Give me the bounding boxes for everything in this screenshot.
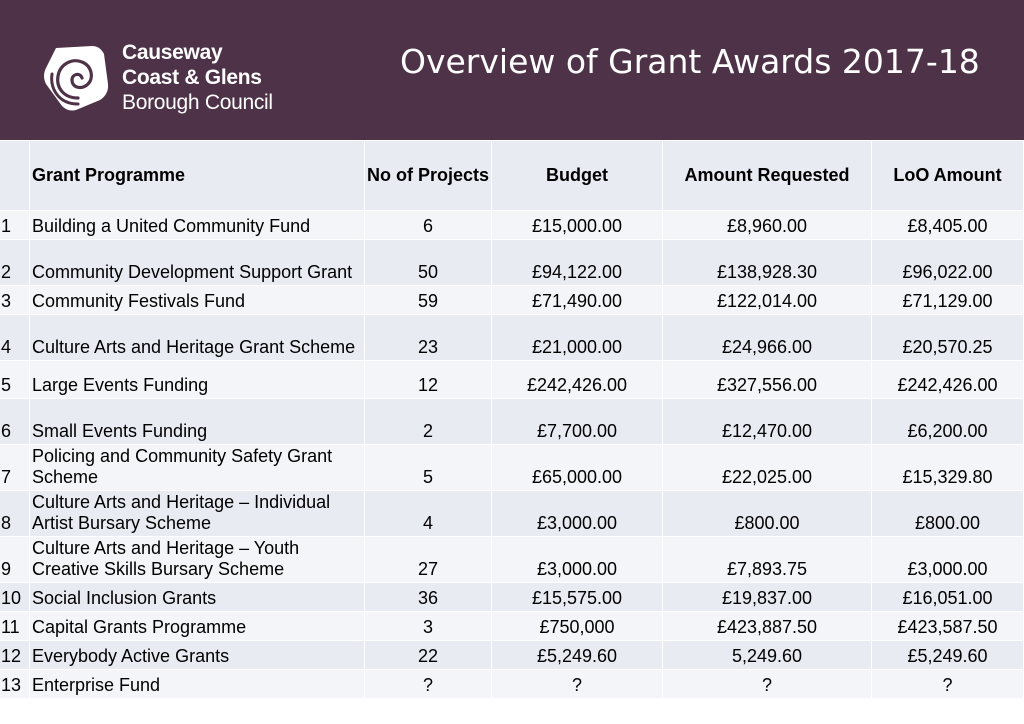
logo-text-line1: Causeway	[122, 41, 223, 64]
logo-text-line3: Borough Council	[122, 91, 273, 114]
row-projects: 5	[365, 445, 492, 491]
row-projects: 12	[365, 361, 492, 399]
header-banner	[0, 0, 1024, 140]
table-row	[0, 491, 1024, 537]
row-requested: £22,025.00	[663, 445, 872, 491]
row-programme: Enterprise Fund	[30, 670, 365, 699]
row-budget: £15,575.00	[492, 583, 663, 612]
row-loo: £16,051.00	[872, 583, 1024, 612]
row-projects: 59	[365, 286, 492, 315]
table-row	[0, 315, 1024, 361]
row-loo: £3,000.00	[872, 537, 1024, 583]
row-index: 6	[0, 399, 30, 445]
row-requested: ?	[663, 670, 872, 699]
table-row	[0, 537, 1024, 583]
table-row	[0, 399, 1024, 445]
column-header-requested: Amount Requested	[663, 141, 872, 211]
row-programme: Culture Arts and Heritage Grant Scheme	[30, 315, 365, 361]
row-programme: Social Inclusion Grants	[30, 583, 365, 612]
row-requested: £138,928.30	[663, 240, 872, 286]
row-projects: 36	[365, 583, 492, 612]
page-title: Overview of Grant Awards 2017-18	[400, 42, 980, 81]
row-index: 12	[0, 641, 30, 670]
row-projects: 50	[365, 240, 492, 286]
row-budget: £242,426.00	[492, 361, 663, 399]
row-requested: £12,470.00	[663, 399, 872, 445]
table-row	[0, 211, 1024, 240]
row-loo: £96,022.00	[872, 240, 1024, 286]
row-index: 3	[0, 286, 30, 315]
row-index: 10	[0, 583, 30, 612]
table-header-row	[0, 141, 1024, 211]
table-row	[0, 583, 1024, 612]
row-index: 5	[0, 361, 30, 399]
column-header-programme: Grant Programme	[30, 141, 365, 211]
row-budget: £7,700.00	[492, 399, 663, 445]
row-programme: Everybody Active Grants	[30, 641, 365, 670]
row-loo: £15,329.80	[872, 445, 1024, 491]
row-projects: 23	[365, 315, 492, 361]
row-budget: £65,000.00	[492, 445, 663, 491]
row-requested: £24,966.00	[663, 315, 872, 361]
row-programme: Culture Arts and Heritage – Youth Creative Skills Bursary Scheme	[30, 537, 365, 583]
row-requested: £19,837.00	[663, 583, 872, 612]
row-programme: Community Festivals Fund	[30, 286, 365, 315]
row-projects: 2	[365, 399, 492, 445]
row-index: 9	[0, 537, 30, 583]
row-projects: 3	[365, 612, 492, 641]
row-loo: £6,200.00	[872, 399, 1024, 445]
row-budget: £94,122.00	[492, 240, 663, 286]
row-projects: 27	[365, 537, 492, 583]
row-index: 2	[0, 240, 30, 286]
row-requested: £122,014.00	[663, 286, 872, 315]
row-requested: 5,249.60	[663, 641, 872, 670]
row-loo: ?	[872, 670, 1024, 699]
grant-awards-table	[0, 141, 1024, 699]
column-header-budget: Budget	[492, 141, 663, 211]
row-requested: £800.00	[663, 491, 872, 537]
row-loo: £423,587.50	[872, 612, 1024, 641]
row-budget: £5,249.60	[492, 641, 663, 670]
row-budget: ?	[492, 670, 663, 699]
row-requested: £327,556.00	[663, 361, 872, 399]
row-index: 4	[0, 315, 30, 361]
table-row	[0, 240, 1024, 286]
row-programme: Building a United Community Fund	[30, 211, 365, 240]
row-index: 1	[0, 211, 30, 240]
row-budget: £71,490.00	[492, 286, 663, 315]
row-index: 7	[0, 445, 30, 491]
row-budget: £750,000	[492, 612, 663, 641]
row-programme: Culture Arts and Heritage – Individual Artist Bursary Scheme	[30, 491, 365, 537]
row-projects: 6	[365, 211, 492, 240]
column-header-projects: No of Projects	[365, 141, 492, 211]
table-row	[0, 641, 1024, 670]
column-header-loo: LoO Amount	[872, 141, 1024, 211]
row-projects: ?	[365, 670, 492, 699]
row-programme: Small Events Funding	[30, 399, 365, 445]
row-loo: £5,249.60	[872, 641, 1024, 670]
column-header-index	[0, 141, 30, 211]
row-requested: £8,960.00	[663, 211, 872, 240]
row-projects: 22	[365, 641, 492, 670]
row-programme: Capital Grants Programme	[30, 612, 365, 641]
row-loo: £8,405.00	[872, 211, 1024, 240]
row-programme: Policing and Community Safety Grant Scheme	[30, 445, 365, 491]
table-row	[0, 612, 1024, 641]
table-row	[0, 286, 1024, 315]
table-row	[0, 361, 1024, 399]
row-budget: £21,000.00	[492, 315, 663, 361]
row-loo: £800.00	[872, 491, 1024, 537]
row-programme: Large Events Funding	[30, 361, 365, 399]
row-index: 8	[0, 491, 30, 537]
row-budget: £15,000.00	[492, 211, 663, 240]
table-row	[0, 670, 1024, 699]
logo-text-line2: Coast & Glens	[122, 66, 262, 89]
row-index: 13	[0, 670, 30, 699]
row-budget: £3,000.00	[492, 491, 663, 537]
row-loo: £242,426.00	[872, 361, 1024, 399]
row-loo: £71,129.00	[872, 286, 1024, 315]
council-logo	[42, 40, 292, 116]
row-projects: 4	[365, 491, 492, 537]
row-index: 11	[0, 612, 30, 641]
row-budget: £3,000.00	[492, 537, 663, 583]
row-programme: Community Development Support Grant	[30, 240, 365, 286]
row-requested: £7,893.75	[663, 537, 872, 583]
spiral-logo-icon	[42, 44, 110, 112]
row-requested: £423,887.50	[663, 612, 872, 641]
row-loo: £20,570.25	[872, 315, 1024, 361]
table-row	[0, 445, 1024, 491]
